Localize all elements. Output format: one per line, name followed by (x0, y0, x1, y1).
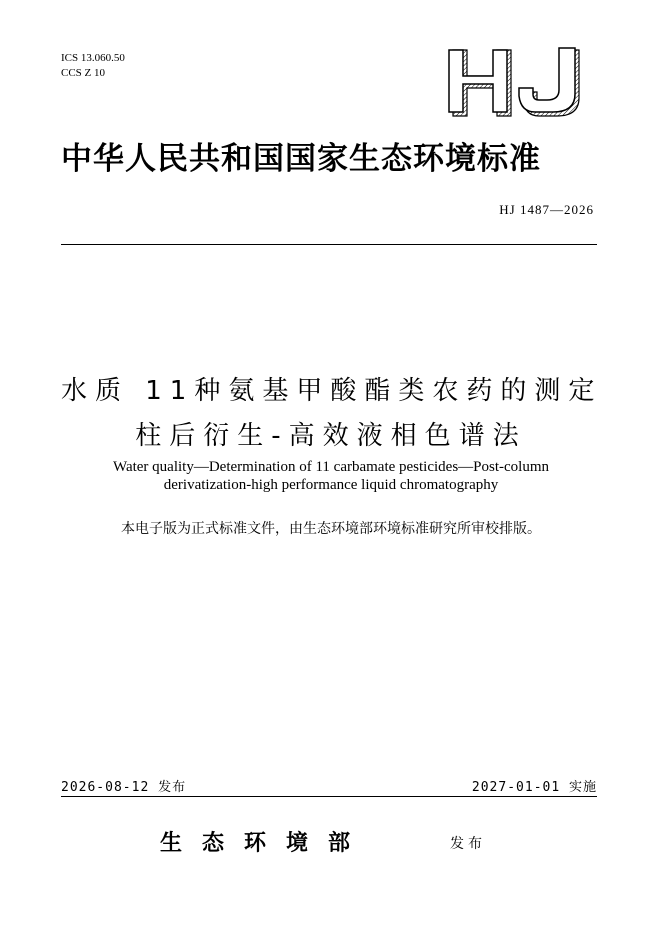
hj-logo (445, 46, 585, 118)
ccs-code: CCS Z 10 (61, 67, 106, 79)
cn-title-line-1: 水质 11种氨基甲酸酯类农药的测定 (61, 376, 603, 406)
footer-divider (61, 796, 597, 797)
logo-letter-h (449, 50, 511, 116)
implementation-date: 2027-01-01 实施 (471, 780, 597, 795)
standard-category-title: 中华人民共和国国家生态环境标准 (61, 141, 541, 177)
standard-code: HJ 1487—2026 (499, 202, 594, 217)
issuing-authority: 生态环境部 (160, 830, 371, 856)
edition-note: 本电子版为正式标准文件，由生态环境部环境标准研究所审校排版。 (121, 521, 541, 537)
en-title-line-1: Water quality—Determination of 11 carbamate pesticides—Post-column (112, 459, 550, 475)
cn-title-line-2: 柱后衍生-高效液相色谱法 (135, 421, 527, 451)
en-title-line-2: derivatization-high performance liquid chromatography (163, 477, 499, 493)
issuing-label: 发布 (450, 836, 486, 852)
english-title (61, 458, 601, 494)
logo-letter-j (519, 48, 579, 116)
header-divider (61, 244, 597, 245)
ics-code: ICS 13.060.50 (61, 52, 125, 64)
classification-codes (61, 51, 125, 81)
issue-date: 2026-08-12 发布 (61, 780, 187, 795)
